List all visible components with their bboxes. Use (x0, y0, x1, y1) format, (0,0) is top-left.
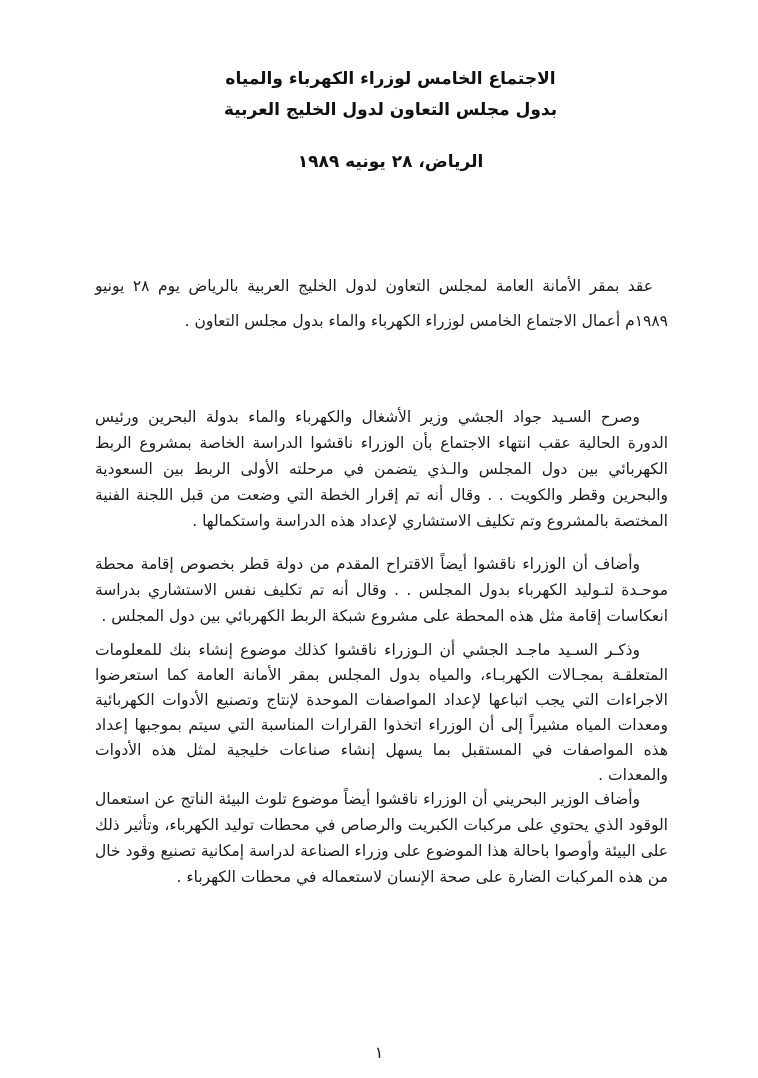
title-line-2: بدول مجلس التعاون لدول الخليج العربية (223, 100, 558, 120)
paragraph-opening: عقد بمقر الأمانة العامة لمجلس التعاون لدول الخليج العربية بالرياض يوم ٢٨ يونيو ١٩٨٩م أعمال الاجتماع الخامس لوزراء الكهرباء والماء بدول مجلس التعاون . (95, 277, 668, 330)
title-line-1: الاجتماع الخامس لوزراء الكهرباء والمياه (225, 69, 556, 89)
document-title (113, 64, 668, 126)
paragraph-grid-interconnection: وصرح السـيد جواد الجشي وزير الأشغال والكهرباء والماء بدولة البحرين ورئيس الدورة الحالية عقب انتهاء الاجتماع بأن الوزراء ناقشوا الدراسة الخاصة بمشروع الربط الكهربائي بين دول المجلس والـذي يتضمن في مرحلته الأولى الربط بين السعودية والبحرين وقطر والكويت . . وقال أنه تم إقرار الخطة التي وضعت من قبل اللجنة الفنية المختصة بالمشروع وتم تكليف الاستشاري لإعداد هذه الدراسة واستكمالها . (95, 408, 668, 530)
paragraph-qatar-proposal: وأضاف أن الوزراء ناقشوا أيضاً الاقتراح المقدم من دولة قطر بخصوص إقامة محطة موحـدة لتـوليد الكهرباء بدول المجلس . . وقال أنه تم تكليف نفس الاستشاري بدراسة انعكاسات إقامة مثل هذه المحطة على مشروع شبكة الربط الكهربائي بين دول المجلس . (95, 555, 668, 625)
paragraph-information-bank: وذكـر السـيد ماجـد الجشي أن الـوزراء ناقشوا كذلك موضوع إنشاء بنك للمعلومات المتعلقـة بمجـالات الكهربـاء، والمياه بدول المجلس بمقر الأمانة العامة كما استعرضوا الاجراءات التي يجب اتباعها لإعداد المواصفات الموحدة لإنتاج وتصنيع الأدوات الكهربائية ومعدات المياه مشيراً إلى أن الوزراء اتخذوا القرارات المناسبة التي سيتم بموجبها إعداد هذه المواصفات في المستقبل بما يسهل إنشاء صناعات خليجية لمثل هذه الأدوات والمعدات . (95, 641, 668, 784)
date-line: الرياض، ٢٨ يونيه ١٩٨٩ (297, 152, 484, 172)
page-number: ١ (374, 1043, 384, 1062)
paragraph-environment: وأضاف الوزير البحريني أن الوزراء ناقشوا أيضاً موضوع تلوث البيئة الناتج عن استعمال الوقود الذي يحتوي على مركبات الكبريت والرصاص في محطات توليد الكهرباء، وتأثير ذلك على البيئة وأوصوا باحالة هذا الموضوع على وزراء الصناعة لدراسة إمكانية تصنيع وقود خال من هذه المركبات الضارة على صحة الإنسان لاستعماله في محطات الكهرباء . (95, 790, 668, 886)
